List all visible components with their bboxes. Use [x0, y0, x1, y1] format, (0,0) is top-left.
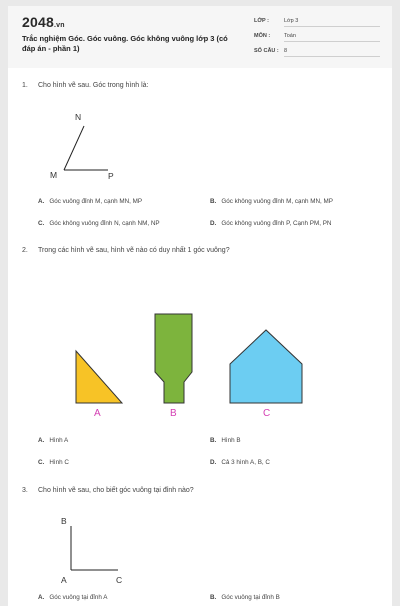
q1-option-c[interactable]: C. Góc không vuông đỉnh N, cạnh NM, NP — [38, 220, 160, 227]
question-1-text: Cho hình vẽ sau. Góc trong hình là: — [38, 82, 149, 89]
shape-c-house — [230, 330, 302, 403]
vertex-label-b: B — [61, 516, 67, 526]
question-3-number: 3. — [22, 487, 28, 494]
question-2-text: Trong các hình vẽ sau, hình vẽ nào có duy nhất 1 góc vuông? — [38, 247, 230, 254]
question-2-number: 2. — [22, 247, 28, 254]
shape-label-c: C — [263, 408, 271, 419]
q2-option-d[interactable]: D. Cả 3 hình A, B, C — [210, 459, 270, 466]
q2-option-b[interactable]: B. Hình B — [210, 437, 241, 444]
q3-option-b[interactable]: B. Góc vuông tại đỉnh B — [210, 594, 280, 601]
shape-a-triangle — [76, 351, 122, 403]
q3-option-a[interactable]: A. Góc vuông tại đỉnh A — [38, 594, 108, 601]
q2-option-a[interactable]: A. Hình A — [38, 437, 69, 444]
question-1-number: 1. — [22, 82, 28, 89]
site-logo[interactable]: 2048.vn — [22, 14, 65, 30]
worksheet-page — [8, 6, 392, 606]
meta-value-class: Lớp 3 — [284, 18, 380, 27]
q1-option-a[interactable]: A. Góc vuông đỉnh M, cạnh MN, MP — [38, 198, 143, 205]
vertex-label-m: M — [50, 170, 58, 180]
meta-label-subject: MÔN : — [254, 33, 271, 39]
q1-option-d[interactable]: D. Góc không vuông đỉnh P, Cạnh PM, PN — [210, 220, 332, 227]
shape-label-a: A — [94, 408, 101, 419]
shape-b-bottle — [155, 314, 192, 403]
meta-value-count: 8 — [284, 48, 380, 57]
edge-mn — [64, 126, 84, 170]
vertex-label-c: C — [116, 575, 123, 585]
q1-option-b[interactable]: B. Góc không vuông đỉnh M, cạnh MN, MP — [210, 198, 333, 205]
vertex-label-a: A — [61, 575, 67, 585]
question-3-text: Cho hình vẽ sau, cho biết góc vuông tại đỉnh nào? — [38, 487, 194, 494]
angle-bac-figure — [8, 506, 148, 590]
meta-label-count: SỐ CÂU : — [254, 48, 279, 54]
shapes-figure — [8, 306, 392, 426]
vertex-label-n: N — [75, 112, 82, 122]
q2-option-c[interactable]: C. Hình C — [38, 459, 69, 466]
vertex-label-p: P — [108, 171, 114, 181]
worksheet-header — [8, 6, 392, 68]
meta-label-class: LỚP : — [254, 18, 269, 24]
worksheet-title: Trắc nghiệm Góc. Góc vuông. Góc không vuông lớp 3 (có đáp án - phần 1) — [22, 34, 228, 53]
meta-value-subject: Toán — [284, 33, 380, 42]
shape-label-b: B — [170, 408, 177, 419]
angle-mnp-figure — [8, 101, 148, 191]
